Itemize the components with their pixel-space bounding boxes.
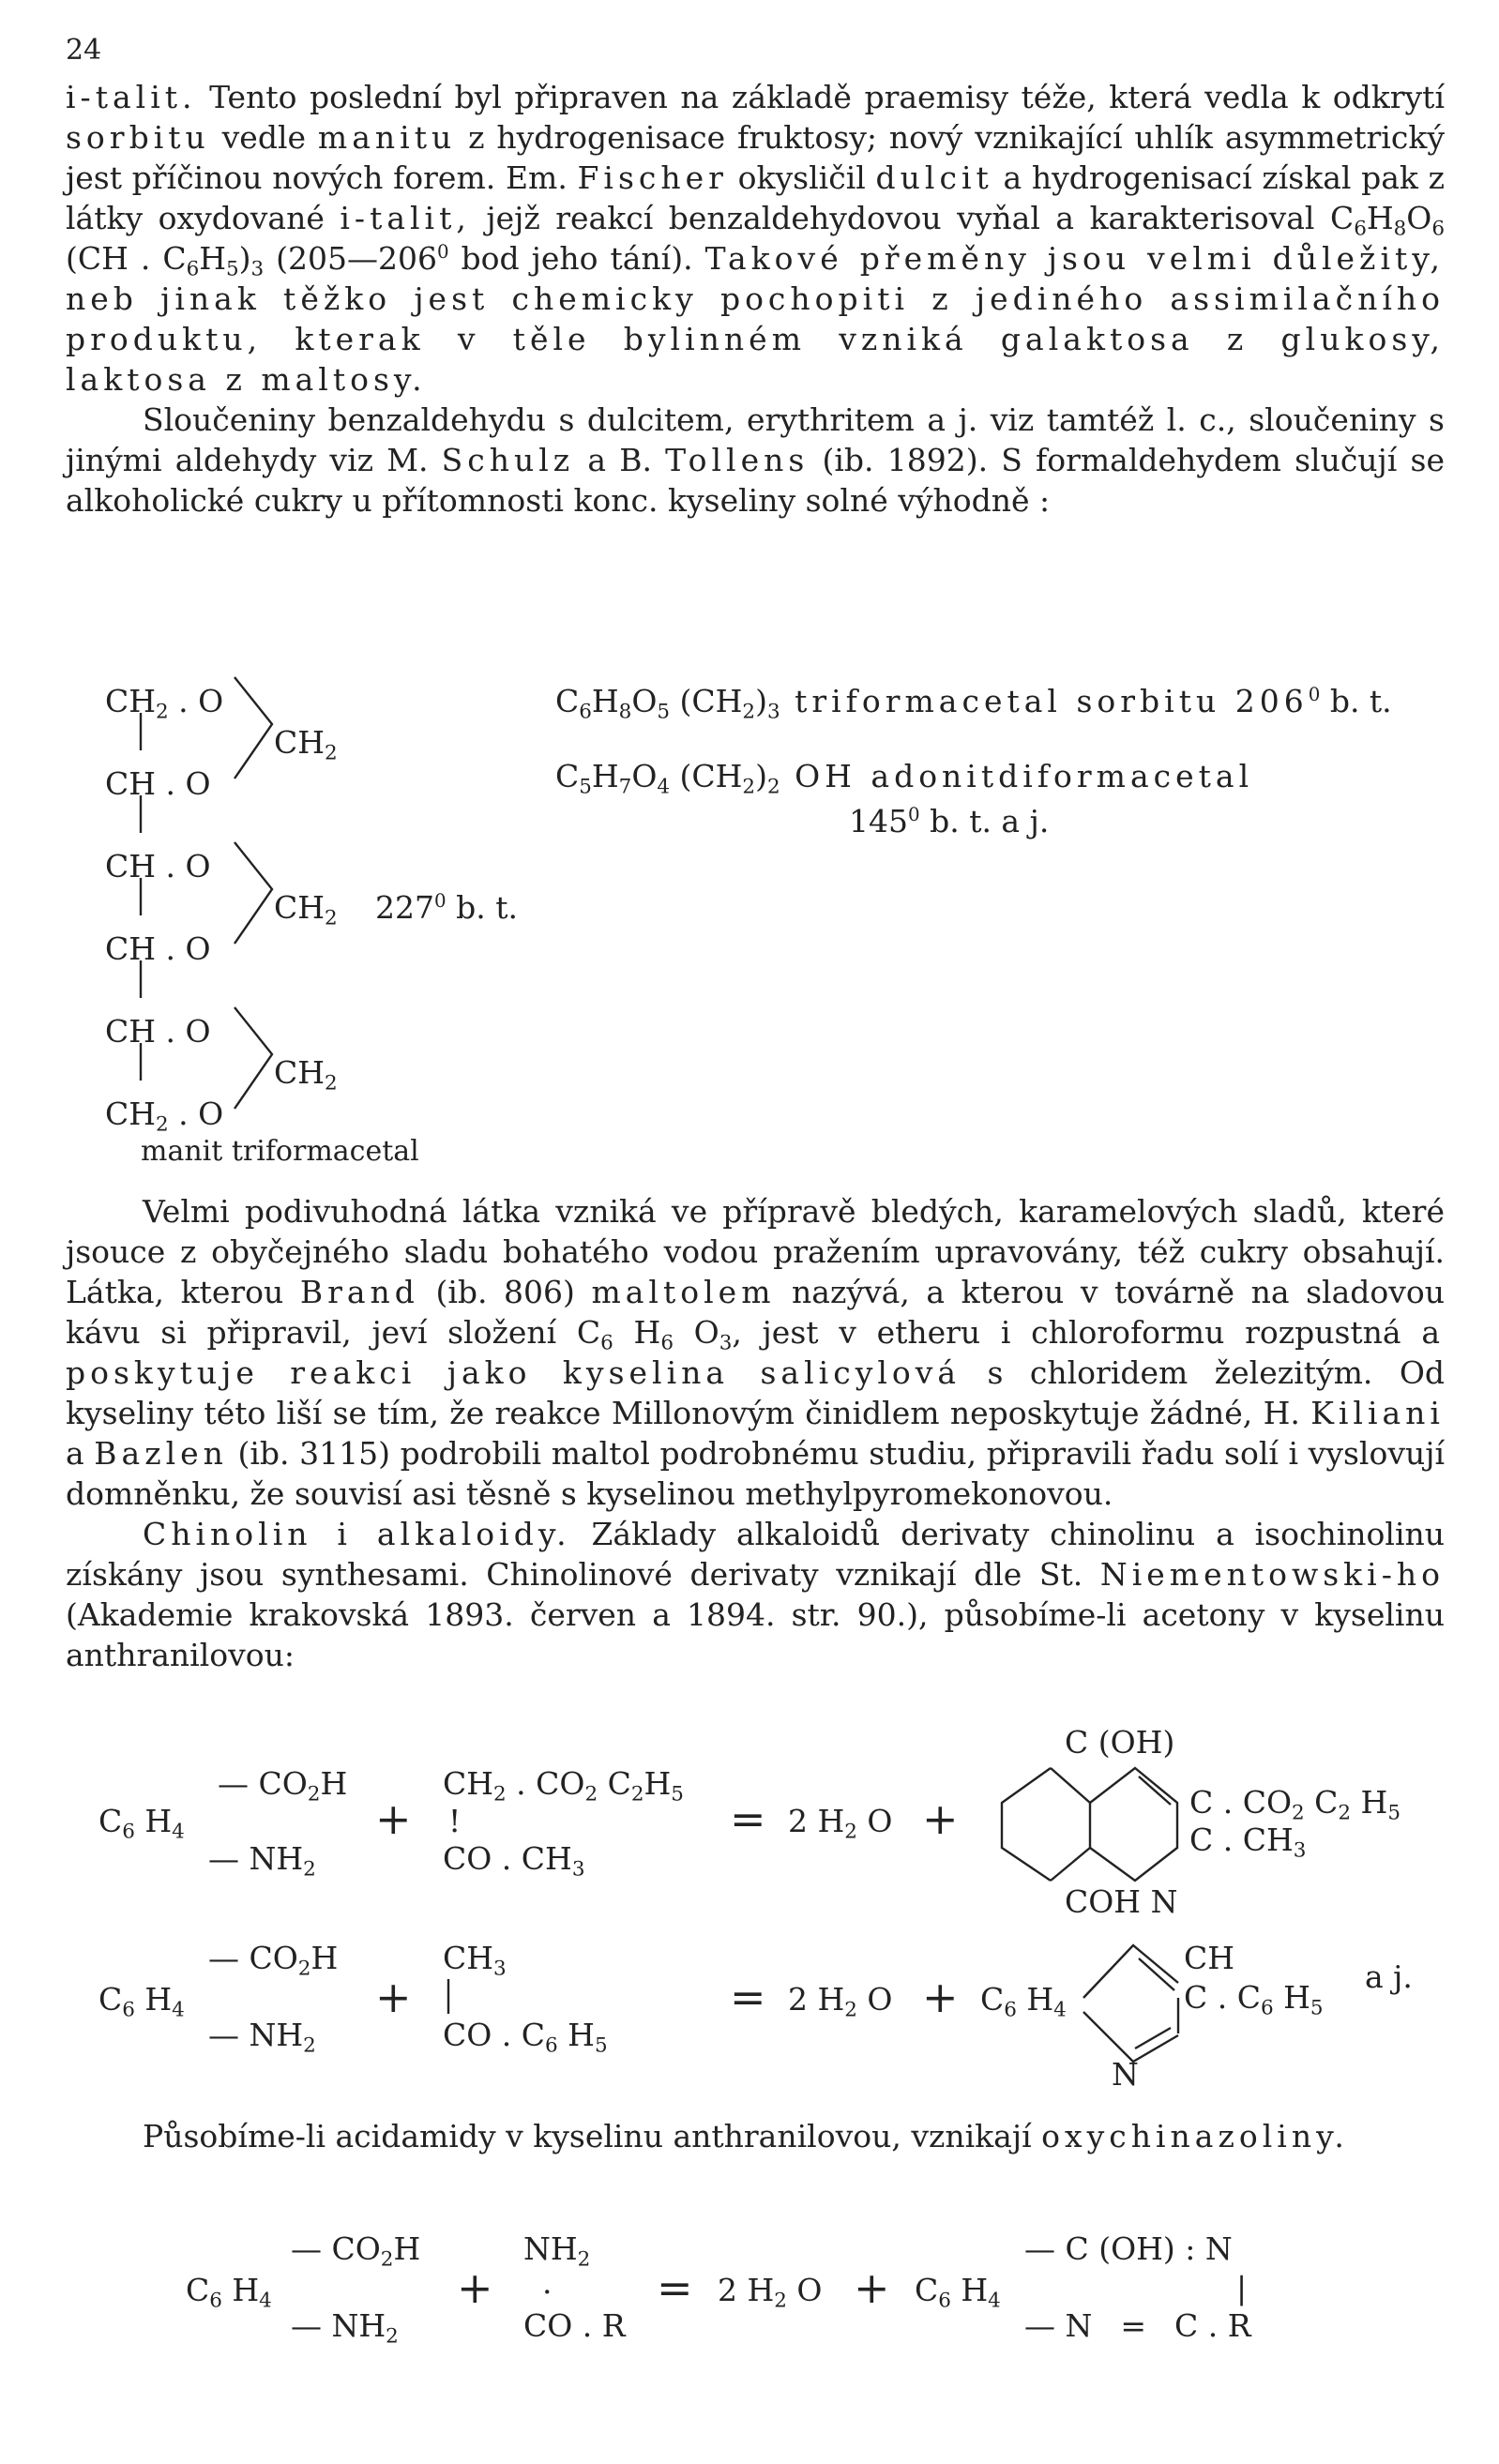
text: H xyxy=(134,1803,173,1839)
text: C xyxy=(980,1981,1005,2018)
text: H xyxy=(393,2230,421,2267)
text: bod jeho tání). xyxy=(448,240,705,277)
eq2-benzoyl xyxy=(443,2017,608,2058)
eq1-bond: ! xyxy=(448,1803,462,1839)
text: — NH xyxy=(291,2307,386,2344)
subscript: 6 xyxy=(600,1331,613,1355)
text: H xyxy=(557,2017,595,2053)
eq1-amino xyxy=(208,1840,316,1882)
text: a poskytuje reakci jako kyselina salicylová xyxy=(66,1314,1445,1391)
eq2-bond-line xyxy=(441,1974,460,2021)
eq2-nitrogen: N xyxy=(1112,2056,1139,2093)
text: nazývá, a kterou v továrně na sladovou kávu si připravil, jeví složení C xyxy=(66,1274,1446,1351)
subscript: 7 xyxy=(618,775,632,799)
bracket xyxy=(235,842,272,944)
eq3-water xyxy=(718,2272,823,2313)
subscript: 4 xyxy=(988,2289,1001,2313)
text: H xyxy=(221,2272,260,2308)
subscript: 4 xyxy=(657,775,671,799)
eq3-plus: + xyxy=(457,2262,493,2313)
subscript: 4 xyxy=(1053,1998,1067,2022)
superscript: 0 xyxy=(436,241,449,263)
eq2-plus: + xyxy=(375,1972,412,2022)
acetal-row-5: CH . O xyxy=(105,1013,211,1050)
text: C . CO xyxy=(1189,1784,1293,1821)
text: Kiliani xyxy=(1310,1395,1445,1431)
text: — NH xyxy=(208,1840,304,1877)
subscript: 2 xyxy=(584,1782,598,1806)
text: O xyxy=(856,1981,893,2018)
eq3-c6h4-product xyxy=(915,2272,1001,2313)
text: CH xyxy=(274,724,326,761)
text: H xyxy=(1273,1979,1310,2016)
bond xyxy=(1051,1768,1090,1881)
text: . CO xyxy=(506,1765,585,1802)
subscript: 6 xyxy=(545,2033,558,2058)
text: i-talit, xyxy=(340,200,471,236)
eq2-ch: CH xyxy=(1184,1940,1235,1976)
text: CH xyxy=(105,683,157,719)
text: H xyxy=(591,758,619,794)
bracket xyxy=(235,1007,272,1109)
text: Sloučeniny benzaldehydu s dulcitem, erythritem a j. viz tamtéž l. c., sloučeniny s jinými aldehydy viz M. xyxy=(66,401,1445,478)
text: C xyxy=(555,758,580,794)
subscript: 2 xyxy=(297,1957,311,1981)
text: O xyxy=(673,1314,719,1351)
text: O xyxy=(631,758,658,794)
text: sorbitu xyxy=(66,119,210,156)
subscript: 6 xyxy=(660,1331,674,1355)
melting-point xyxy=(375,889,518,926)
text: triformacetal sorbitu 206 xyxy=(780,683,1309,719)
subscript: 2 xyxy=(1292,1801,1305,1825)
text: a xyxy=(66,1435,95,1472)
text: H xyxy=(1016,1981,1054,2018)
subscript: 5 xyxy=(594,2033,608,2058)
subscript: 2 xyxy=(307,1782,321,1806)
text: H xyxy=(134,1981,173,2018)
eq1-carboxyl xyxy=(218,1765,348,1806)
text: Tollens xyxy=(665,442,810,478)
text: ) xyxy=(755,758,767,794)
text: — CO xyxy=(218,1765,308,1802)
text: OH adonitdiformacetal xyxy=(780,758,1254,794)
subscript: 2 xyxy=(844,1998,857,2022)
text: C xyxy=(555,683,580,719)
subscript: 6 xyxy=(579,700,592,724)
text: CH xyxy=(443,1940,494,1976)
acetal-row-3: CH . O xyxy=(105,848,211,884)
text: H xyxy=(950,2272,989,2308)
text: (CH . C xyxy=(66,240,187,277)
text: C xyxy=(186,2272,210,2308)
text: Brand xyxy=(299,1274,419,1310)
text: — CO xyxy=(208,1940,298,1976)
subscript: 3 xyxy=(719,1331,733,1355)
subscript: 2 xyxy=(325,906,338,930)
subscript: 2 xyxy=(493,1782,507,1806)
text: (205—206 xyxy=(264,240,437,277)
text: C xyxy=(98,1981,123,2018)
subscript: 5 xyxy=(1387,1801,1401,1825)
eq1-acetyl xyxy=(443,1840,585,1882)
structure-caption: manit triformacetal xyxy=(141,1135,419,1168)
bond xyxy=(1090,1768,1177,1881)
eq3-acyl: CO . R xyxy=(523,2307,626,2344)
eq3-carboxyl xyxy=(291,2230,421,2272)
eq3-plus-2: + xyxy=(854,2262,890,2313)
subscript: 6 xyxy=(1431,217,1445,241)
subscript: 5 xyxy=(579,775,592,799)
subscript: 6 xyxy=(122,1998,135,2022)
text: O xyxy=(856,1803,893,1839)
acetal-row-4: CH . O xyxy=(105,930,211,967)
subscript: 3 xyxy=(1293,1838,1307,1863)
eq2-ring xyxy=(1069,1932,1191,2073)
text: H xyxy=(310,1940,339,1976)
eq2-plus-2: + xyxy=(922,1972,959,2022)
subscript: 3 xyxy=(250,257,265,281)
text: ) xyxy=(755,683,767,719)
text: (CH xyxy=(670,683,743,719)
text: H xyxy=(613,1314,661,1351)
text: 2 H xyxy=(718,2272,775,2308)
subscript: 2 xyxy=(766,775,780,799)
eq3-equals: = xyxy=(657,2262,693,2313)
text: H xyxy=(644,1765,672,1802)
eq1-methyl-sub xyxy=(1189,1822,1307,1863)
bond xyxy=(1083,2012,1178,2062)
text: Tento poslední byl připraven na základě praemisy téže, která vedla k odkrytí xyxy=(196,79,1445,115)
subscript: 3 xyxy=(571,1857,585,1882)
superscript: 0 xyxy=(908,804,920,825)
text: O xyxy=(1406,200,1432,236)
text: C . CH xyxy=(1189,1822,1294,1858)
subscript: 4 xyxy=(172,1998,185,2022)
text: Bazlen xyxy=(94,1435,228,1472)
eq3-amide xyxy=(523,2230,591,2272)
eq2-water xyxy=(788,1981,893,2022)
bracket xyxy=(235,677,272,779)
text: b. t. xyxy=(446,889,518,926)
text: ) xyxy=(238,240,251,277)
subscript: 2 xyxy=(742,775,756,799)
text: C . C xyxy=(1184,1979,1261,2016)
subscript: 6 xyxy=(938,2289,951,2313)
text: manitu xyxy=(317,119,457,156)
subscript: 2 xyxy=(630,1782,644,1806)
subscript: 2 xyxy=(577,2247,591,2272)
eq3-ring-top: — C (OH) : N xyxy=(1024,2230,1233,2267)
eq2-etc: a j. xyxy=(1365,1958,1413,1995)
text: Fischer xyxy=(577,159,728,196)
quinoline-ring xyxy=(985,1754,1191,1895)
subscript: 2 xyxy=(303,1857,316,1882)
subscript: 2 xyxy=(386,2324,399,2349)
text: H xyxy=(1351,1784,1388,1821)
text: (ib. 806) xyxy=(418,1274,592,1310)
eq2-phenyl xyxy=(1184,1979,1324,2020)
text: maltolem xyxy=(591,1274,776,1310)
text: 2 H xyxy=(788,1981,845,2018)
adonitol-acetal xyxy=(555,758,1254,799)
eq1-ester-sub xyxy=(1189,1784,1401,1825)
text: (ib. 3115) podrobili maltol podrobnému studiu, připravili řadu solí i vyslovují domněnku, že souvisí asi těsně s kyselinou methylpyromekonovou. xyxy=(66,1435,1445,1512)
text: — N xyxy=(1024,2307,1093,2344)
paragraph-maltol xyxy=(66,1191,1445,1675)
subscript: 2 xyxy=(844,1820,857,1844)
text: C . R xyxy=(1174,2307,1251,2344)
subscript: 2 xyxy=(1338,1801,1352,1825)
bond xyxy=(1135,2028,1171,2048)
subscript: 3 xyxy=(766,700,780,724)
eq1-equals: = xyxy=(730,1793,766,1844)
sorbitol-acetal xyxy=(555,683,1392,724)
subscript: 5 xyxy=(226,257,239,281)
text: 145 xyxy=(849,803,908,839)
text: . O xyxy=(168,683,224,719)
text: Takové přeměny jsou velmi důležity, neb jinak těžko jest chemicky pochopiti z jediného assimilačního produktu, kterak v těle bylinném vzniká galaktosa z glukosy, laktosa z maltosy. xyxy=(66,240,1446,398)
text: H xyxy=(320,1765,348,1802)
text: C xyxy=(1304,1784,1339,1821)
subscript: 2 xyxy=(325,741,338,765)
subscript: 4 xyxy=(259,2289,272,2313)
superscript: 0 xyxy=(1308,684,1321,705)
text: (CH xyxy=(670,758,743,794)
subscript: 2 xyxy=(325,1071,338,1096)
subscript: 6 xyxy=(186,257,200,281)
methylene-3 xyxy=(274,1054,338,1096)
eq1-plus-2: + xyxy=(922,1793,959,1844)
eq1-c6h4 xyxy=(98,1803,185,1844)
text: a hydrogenisací získal pak z látky oxydované xyxy=(66,159,1446,236)
text: C xyxy=(598,1765,631,1802)
text: dulcit xyxy=(875,159,993,196)
eq3-ring-bond: | xyxy=(1236,2270,1248,2306)
text: vedle xyxy=(209,119,318,156)
bond xyxy=(1002,1768,1051,1881)
subscript: 2 xyxy=(380,2247,394,2272)
subscript: 2 xyxy=(303,2033,316,2058)
subscript: 2 xyxy=(742,700,756,724)
subscript: 2 xyxy=(156,700,169,724)
adonitol-melting-point xyxy=(849,803,1049,839)
subscript: 8 xyxy=(1393,217,1407,241)
subscript: 2 xyxy=(774,2289,787,2313)
paragraph-oxychinazoliny xyxy=(66,2116,1445,2156)
text: , jest v etheru i chloroformu rozpustná xyxy=(732,1314,1422,1351)
methylene-2 xyxy=(274,889,338,930)
eq3-dot: . xyxy=(542,2264,553,2301)
text: Velmi podivuhodná látka vzniká ve přípravě bledých, karamelových sladů, které jsouce z obyčejného sladu bohatého vodou pražením upravovány, též cukry obsahují. Látka, kterou xyxy=(66,1193,1445,1310)
acetal-row-6 xyxy=(105,1096,224,1137)
subscript: 6 xyxy=(1004,1998,1017,2022)
text: . O xyxy=(168,1096,224,1132)
text: — CO xyxy=(291,2230,381,2267)
text: oxychinazoliny. xyxy=(1041,2118,1349,2154)
subscript: 5 xyxy=(657,700,671,724)
text: O xyxy=(786,2272,823,2308)
text: 227 xyxy=(375,889,434,926)
subscript: 6 xyxy=(1354,217,1367,241)
eq1-hydroxy: C (OH) xyxy=(1065,1724,1175,1761)
subscript: 4 xyxy=(172,1820,185,1844)
text: jejž reakcí benzaldehydovou vyňal a karakterisoval C xyxy=(470,200,1355,236)
text: C xyxy=(915,2272,939,2308)
subscript: 2 xyxy=(156,1112,169,1137)
text: b. t. a j. xyxy=(919,803,1050,839)
superscript: 0 xyxy=(434,890,447,912)
text: CH xyxy=(274,889,326,926)
eq2-methyl xyxy=(443,1940,507,1981)
text: CH xyxy=(105,1096,157,1132)
methylene-1 xyxy=(274,724,338,765)
page-number: 24 xyxy=(66,34,102,67)
subscript: 6 xyxy=(209,2289,222,2313)
acetal-row-2: CH . O xyxy=(105,765,211,802)
eq3-amino xyxy=(291,2307,399,2349)
text: = xyxy=(1120,2307,1147,2344)
eq1-plus: + xyxy=(375,1793,412,1844)
text: Niementowski-ho xyxy=(1099,1556,1445,1593)
bond xyxy=(1083,1945,1178,1998)
text: s chloridem železitým. Od kyseliny této liší se tím, že reakce Millonovým činidlem neposkytuje žádné, H. xyxy=(66,1354,1445,1431)
text: Základy alkaloidů derivaty chinolinu a isochinolinu získány jsou synthesami. Chinolinové derivaty vznikají dle St. xyxy=(66,1516,1446,1593)
eq1-water xyxy=(788,1803,893,1844)
text: CO . CH xyxy=(443,1840,572,1877)
acetal-bond-lines xyxy=(0,0,1499,1182)
eq1-bottom: COH N xyxy=(1065,1883,1178,1920)
text: (Akademie krakovská 1893. červen a 1894. str. 90.), působíme-li acetony v kyselinu anthranilovou: xyxy=(66,1596,1445,1673)
subscript: 5 xyxy=(1310,1996,1324,2020)
text: H xyxy=(1366,200,1394,236)
text: i-talit. xyxy=(66,79,197,115)
bond xyxy=(1139,1776,1171,1805)
text: NH xyxy=(523,2230,578,2267)
eq2-carboxyl xyxy=(208,1940,339,1981)
text: — NH xyxy=(208,2017,304,2053)
eq2-equals: = xyxy=(730,1972,766,2022)
text: a B. xyxy=(574,442,666,478)
eq2-c6h4 xyxy=(98,1981,185,2022)
acetal-row-1 xyxy=(105,683,224,724)
text: Schulz xyxy=(441,442,575,478)
eq2-c6h4-product xyxy=(980,1981,1067,2022)
subscript: 6 xyxy=(122,1820,135,1844)
text: Chinolin i alkaloidy. xyxy=(143,1516,571,1552)
text: 2 H xyxy=(788,1803,845,1839)
text: (ib. 1892). S formaldehydem slučují se alkoholické cukry u přítomnosti konc. kyseliny solné výhodně : xyxy=(66,442,1445,519)
eq3-c6h4 xyxy=(186,2272,272,2313)
text: Působíme-li acidamidy v kyselinu anthranilovou, vznikají xyxy=(143,2118,1042,2154)
subscript: 8 xyxy=(618,700,632,724)
subscript: 5 xyxy=(671,1782,684,1806)
text: H xyxy=(199,240,226,277)
eq1-ester xyxy=(443,1765,684,1806)
text: H xyxy=(591,683,619,719)
text: CO . C xyxy=(443,2017,546,2053)
eq2-amino xyxy=(208,2017,316,2058)
subscript: 3 xyxy=(493,1957,507,1981)
subscript: 6 xyxy=(1260,1996,1274,2020)
text: CH xyxy=(274,1054,326,1091)
text: b. t. xyxy=(1320,683,1392,719)
text: okysličil xyxy=(727,159,876,196)
text: CH xyxy=(443,1765,494,1802)
text: C xyxy=(98,1803,123,1839)
eq3-ring-bottom xyxy=(1024,2307,1251,2344)
text: z hydrogenisace fruktosy; nový vznikající uhlík asymmetrický jest příčinou nových forem. Em. xyxy=(66,119,1445,196)
text: O xyxy=(631,683,658,719)
